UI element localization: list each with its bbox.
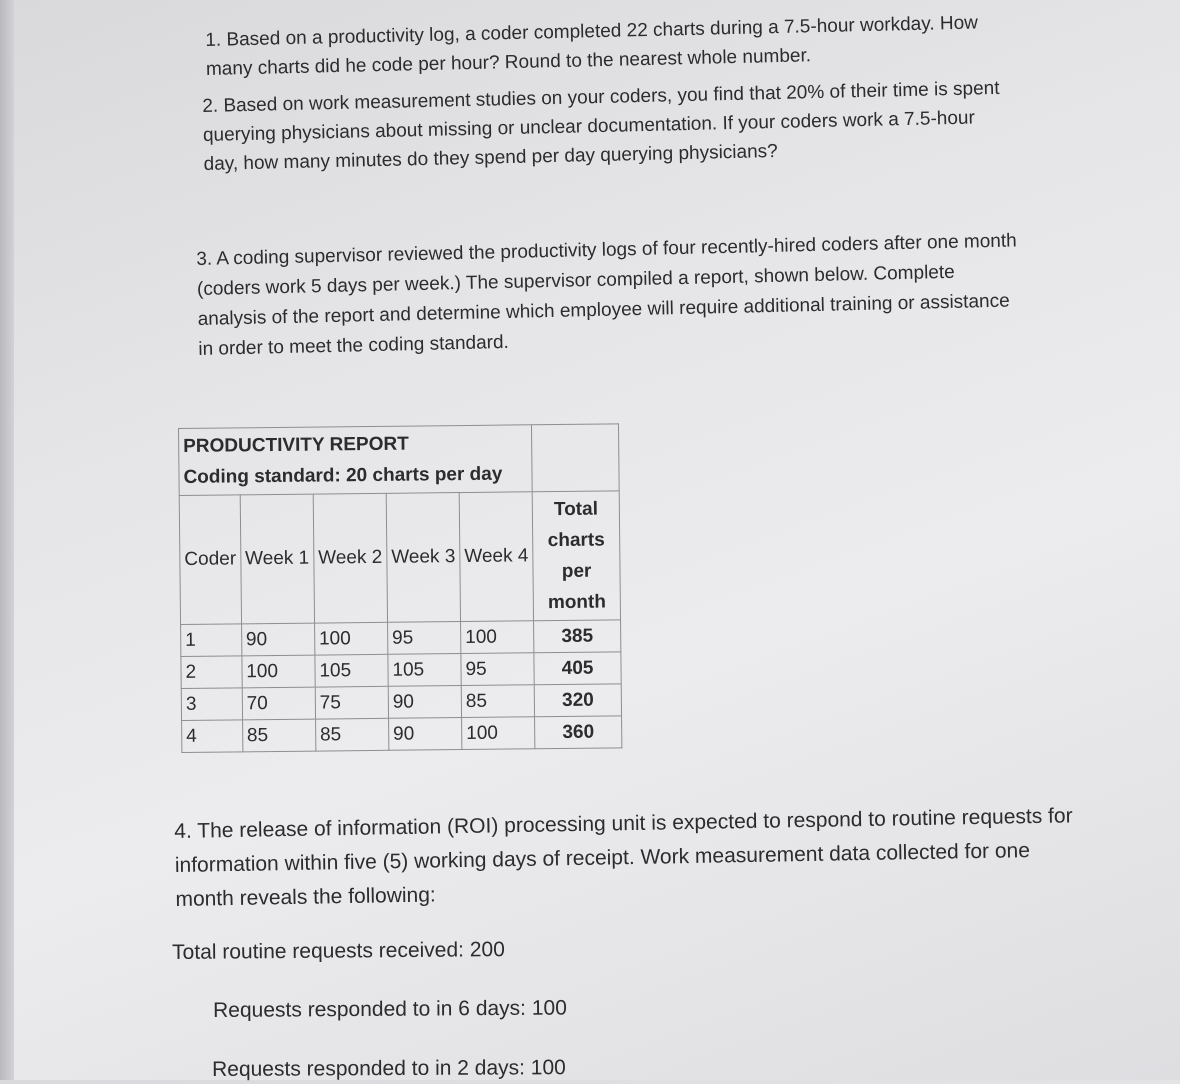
header-week-4: Week 4 [459,492,533,622]
total-value: 405 [534,652,621,685]
coder-id: 2 [181,656,242,689]
week-4-value: 100 [461,621,534,654]
week-4-value: 85 [461,685,534,718]
coder-id: 3 [181,688,242,721]
week-4-value: 95 [461,653,534,686]
header-week-2: Week 2 [313,493,387,623]
week-2-value: 105 [315,654,388,687]
coder-id: 1 [181,624,242,657]
question-2: 2. Based on work measurement studies on your coders, you find that 20% of their time is spent querying physicians about missing or unclear documentation. If your coders work a 7.5-hour day, how many minutes do they spend per day querying physicians? [202,77,1000,175]
coder-id: 4 [182,720,243,753]
week-2-value: 85 [315,718,388,751]
productivity-report [178,423,631,753]
table-row [181,652,621,689]
week-1-value: 70 [242,687,315,720]
report-title-cell [179,425,533,496]
total-value: 320 [534,684,621,717]
table-row [181,620,621,657]
week-1-value: 100 [242,655,315,688]
blank-cell [532,424,620,492]
week-1-value: 85 [242,719,315,752]
week-3-value: 90 [388,686,461,719]
week-2-value: 75 [315,686,388,719]
table-row [181,684,621,721]
report-title: PRODUCTIVITY REPORT [183,433,409,457]
week-4-value: 100 [462,717,535,750]
header-week-3: Week 3 [386,493,460,623]
total-value: 360 [535,716,622,749]
requests-2-days: Requests responded to in 2 days: 100 [212,1056,566,1081]
question-1: 1. Based on a productivity log, a coder completed 22 charts during a 7.5-hour workday. How many charts did he code per hour? Round to the nearest whole number. [205,12,979,80]
productivity-table [178,423,622,753]
report-subtitle: Coding standard: 20 charts per day [183,463,503,488]
week-3-value: 90 [388,718,461,751]
week-2-value: 100 [314,622,387,655]
total-requests: Total routine requests received: 200 [172,938,505,964]
week-3-value: 105 [388,654,461,687]
week-3-value: 95 [387,622,460,655]
question-4: 4. The release of information (ROI) processing unit is expected to respond to routine requests for information within five (5) working days of receipt. Work measurement data collected for one month reveals the following: [174,804,1073,911]
requests-6-days: Requests responded to in 6 days: 100 [213,996,567,1022]
question-3: 3. A coding supervisor reviewed the productivity logs of four recently-hired coders after one month (coders work 5 days per week.) The supervisor compiled a report, shown below. Complete analysis of the report and determine which employee will require additional training or assistance in order to meet the coding standard. [196,230,1017,360]
header-total: Total charts per month [532,491,620,621]
header-week-1: Week 1 [240,494,314,624]
week-1-value: 90 [241,623,314,656]
total-value: 385 [534,620,621,653]
header-coder: Coder [179,495,241,625]
table-row [182,716,622,753]
